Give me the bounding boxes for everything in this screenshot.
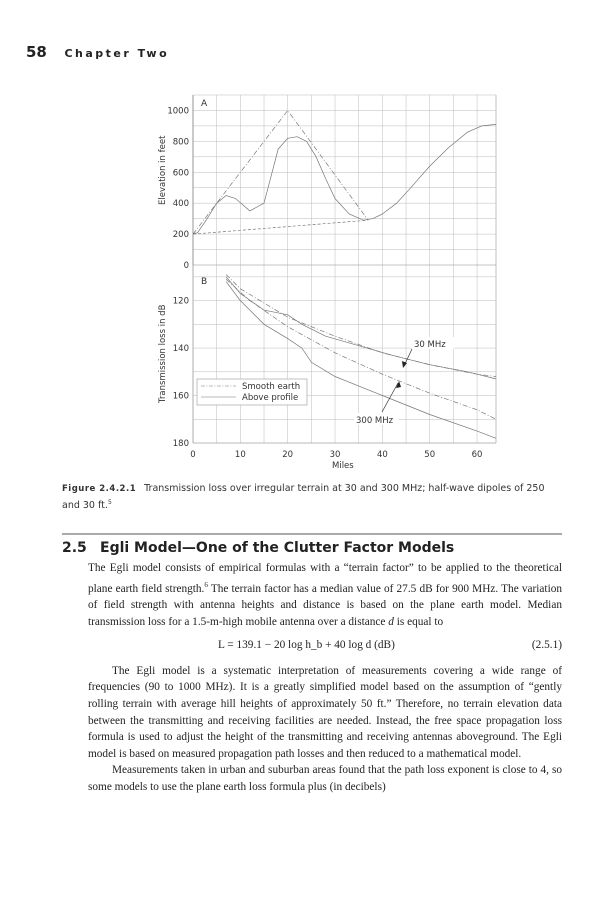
ytick-a: 1000 bbox=[167, 106, 189, 117]
panel-a-label: A bbox=[201, 99, 208, 109]
panel-a-series-0 bbox=[193, 124, 496, 234]
ytick-b: 140 bbox=[172, 344, 189, 355]
body-text bbox=[88, 560, 562, 795]
figure-label: Figure 2.4.2.1 bbox=[62, 484, 137, 494]
caption-text: Transmission loss over irregular terrain at 30 and 300 MHz; half-wave dipoles of 250 and 30 ft. bbox=[62, 483, 545, 512]
section-number: 2.5 bbox=[62, 540, 87, 556]
paragraph-3: Measurements taken in urban and suburban areas found that the path loss exponent is close to 4, so some models to use the plane earth loss formula plus (in decibels) bbox=[88, 764, 562, 793]
xtick: 0 bbox=[190, 450, 196, 460]
section-title: Egli Model—One of the Clutter Factor Models bbox=[100, 540, 455, 556]
panel-b-label: B bbox=[201, 277, 208, 287]
xtick: 40 bbox=[376, 450, 388, 460]
chapter-title: Chapter Two bbox=[64, 47, 170, 60]
legend bbox=[197, 379, 307, 405]
reference-marker: 6 bbox=[204, 580, 208, 589]
legend-above-profile: Above profile bbox=[242, 393, 299, 403]
paragraph-1-part-c: is equal to bbox=[393, 615, 444, 628]
section-divider bbox=[62, 533, 562, 535]
annotation-300mhz-arrow bbox=[382, 383, 398, 412]
ytick-b: 180 bbox=[172, 439, 189, 449]
panel-a-series-2 bbox=[193, 220, 368, 234]
xtick: 60 bbox=[471, 450, 483, 460]
ytick-a: 400 bbox=[172, 199, 189, 210]
tick-labels bbox=[167, 106, 482, 460]
paragraph-1-part-a: The Egli model consists of empirical formulas with a “terrain factor” to be applied to the theoretical plane earth field strength. bbox=[88, 562, 562, 595]
ytick-a: 600 bbox=[172, 168, 189, 179]
section-heading bbox=[62, 540, 454, 556]
panel-a-ylabel: Elevation in feet bbox=[158, 135, 168, 205]
variable-d: d bbox=[388, 615, 394, 628]
ytick-b: 120 bbox=[172, 296, 189, 307]
annotation-300mhz: 300 MHz bbox=[356, 416, 394, 426]
xtick: 30 bbox=[329, 450, 341, 460]
panel-b-series-1 bbox=[226, 277, 496, 379]
ytick-a: 0 bbox=[183, 261, 189, 271]
xtick: 10 bbox=[234, 450, 246, 460]
ytick-a: 800 bbox=[172, 137, 189, 148]
annotation-30mhz: 30 MHz bbox=[414, 340, 446, 350]
panel-b-ylabel: Transmission loss in dB bbox=[158, 304, 168, 403]
page-number: 58 bbox=[26, 43, 47, 61]
ytick-a: 200 bbox=[172, 230, 189, 241]
xtick: 50 bbox=[424, 450, 436, 460]
paragraph-2: The Egli model is a systematic interpretation of measurements covering a wide range of frequencies (90 to 1000 MHz). It is a greatly simplified model based on the assumption of “gently rolling terrain with average hill heights of approximately 50 ft.” Therefore, no terrain elevation data between the transmitting and receiving facilities are needed. Instead, the free space propagation loss formula is used to adjust the height of the transmitting and receiving antennas aboveground. The Egli model is based on measured propagation path losses and then reduced to a mathematical model. bbox=[88, 664, 562, 760]
equation-number: (2.5.1) bbox=[531, 639, 562, 652]
figure-caption bbox=[62, 482, 562, 512]
equation-2-5-1 bbox=[88, 637, 562, 654]
paragraph-1-part-b: The terrain factor has a median value of 27.5 dB for 900 MHz. The variation of field strength with antenna heights and distance is based on the plane earth model. Median transmission loss for a 1.5-m-high mobile antenna over a distance bbox=[88, 582, 563, 628]
ytick-b: 160 bbox=[172, 391, 189, 402]
caption-ref: 5 bbox=[107, 499, 112, 506]
legend-smooth-earth: Smooth earth bbox=[242, 382, 301, 392]
equation-formula: L = 139.1 − 20 log h_b + 40 log d (dB) bbox=[218, 639, 395, 652]
x-axis-label: Miles bbox=[332, 461, 354, 471]
xtick: 20 bbox=[282, 450, 294, 460]
paragraph-1 bbox=[88, 560, 562, 630]
